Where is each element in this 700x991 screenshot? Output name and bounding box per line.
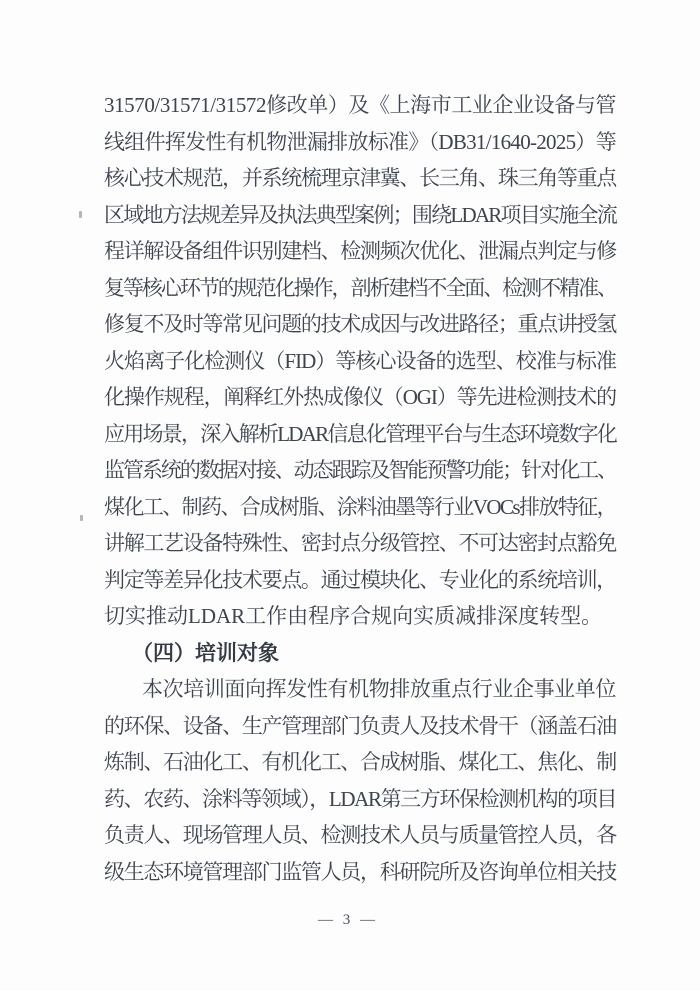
scan-artifact (80, 515, 83, 521)
body-line (104, 233, 616, 270)
body-line (104, 781, 616, 818)
body-line (104, 306, 616, 343)
body-line-text: 监管系统的数据对接、动态跟踪及智能预警功能；针对化工、 (104, 458, 616, 482)
body-line (104, 124, 616, 161)
body-line-text: 炼制、石油化工、有机化工、合成树脂、煤化工、焦化、制 (104, 750, 616, 774)
body-line (104, 671, 616, 708)
body-line-text: 药、农药、涂料等领域），LDAR第三方环保检测机构的项目 (104, 786, 616, 811)
body-line (104, 525, 616, 562)
body-line-text: 线组件挥发性有机物泄漏排放标准》（DB31/1640-2025）等 (104, 129, 616, 154)
body-line (104, 489, 616, 526)
body-line (104, 343, 616, 380)
body-line-text: 煤化工、制药、合成树脂、涂料油墨等行业VOCs排放特征， (104, 494, 616, 519)
document-body (104, 87, 616, 890)
body-line-text: 火焰离子化检测仪（FID）等核心设备的选型、校准与标准 (104, 348, 616, 373)
body-line (104, 160, 616, 197)
body-line-text: 核心技术规范，并系统梳理京津冀、长三角、珠三角等重点 (104, 166, 616, 190)
body-line (104, 708, 616, 745)
body-line-text: 讲解工艺设备特殊性、密封点分级管控、不可达密封点豁免 (104, 531, 616, 555)
body-line (104, 270, 616, 307)
body-line-text: 应用场景，深入解析LDAR信息化管理平台与生态环境数字化 (104, 421, 616, 446)
body-line (104, 87, 616, 124)
body-line-text: 切实推动LDAR工作由程序合规向实质减排深度转型。 (104, 604, 603, 628)
body-line (104, 854, 616, 891)
body-line-text: 复等核心环节的规范化操作，剖析建档不全面、检测不精准、 (104, 275, 616, 300)
body-line-text: 的环保、设备、生产管理部门负责人及技术骨干（涵盖石油 (104, 713, 616, 738)
body-line (104, 197, 616, 234)
body-line-text: 31570/31571/31572修改单）及《上海市工业企业设备与管 (104, 93, 616, 117)
body-line-text: 级生态环境管理部门监管人员，科研院所及咨询单位相关技 (104, 859, 616, 884)
body-line (104, 598, 616, 635)
scan-artifact (79, 211, 82, 218)
body-line (104, 452, 616, 489)
body-line-text: 本次培训面向挥发性有机物排放重点行业企事业单位 (142, 677, 616, 701)
body-line (104, 817, 616, 854)
section-heading-text: （四）培训对象 (132, 640, 279, 665)
body-line-text: 判定等差异化技术要点。通过模块化、专业化的系统培训， (104, 567, 616, 592)
body-line (104, 416, 616, 453)
section-heading (104, 635, 616, 672)
body-line (104, 379, 616, 416)
body-line-text: 负责人、现场管理人员、检测技术人员与质量管控人员，各 (104, 823, 616, 847)
page-number: — 3 — (318, 912, 378, 928)
body-line (104, 562, 616, 599)
body-line-text: 区域地方法规差异及执法典型案例；围绕LDAR项目实施全流 (104, 202, 616, 227)
body-line-text: 化操作规程，阐释红外热成像仪（OGI）等先进检测技术的 (104, 385, 616, 409)
body-line-text: 修复不及时等常见问题的技术成因与改进路径；重点讲授氢 (104, 312, 616, 336)
body-line (104, 744, 616, 781)
body-line-text: 程详解设备组件识别建档、检测频次优化、泄漏点判定与修 (104, 239, 616, 263)
